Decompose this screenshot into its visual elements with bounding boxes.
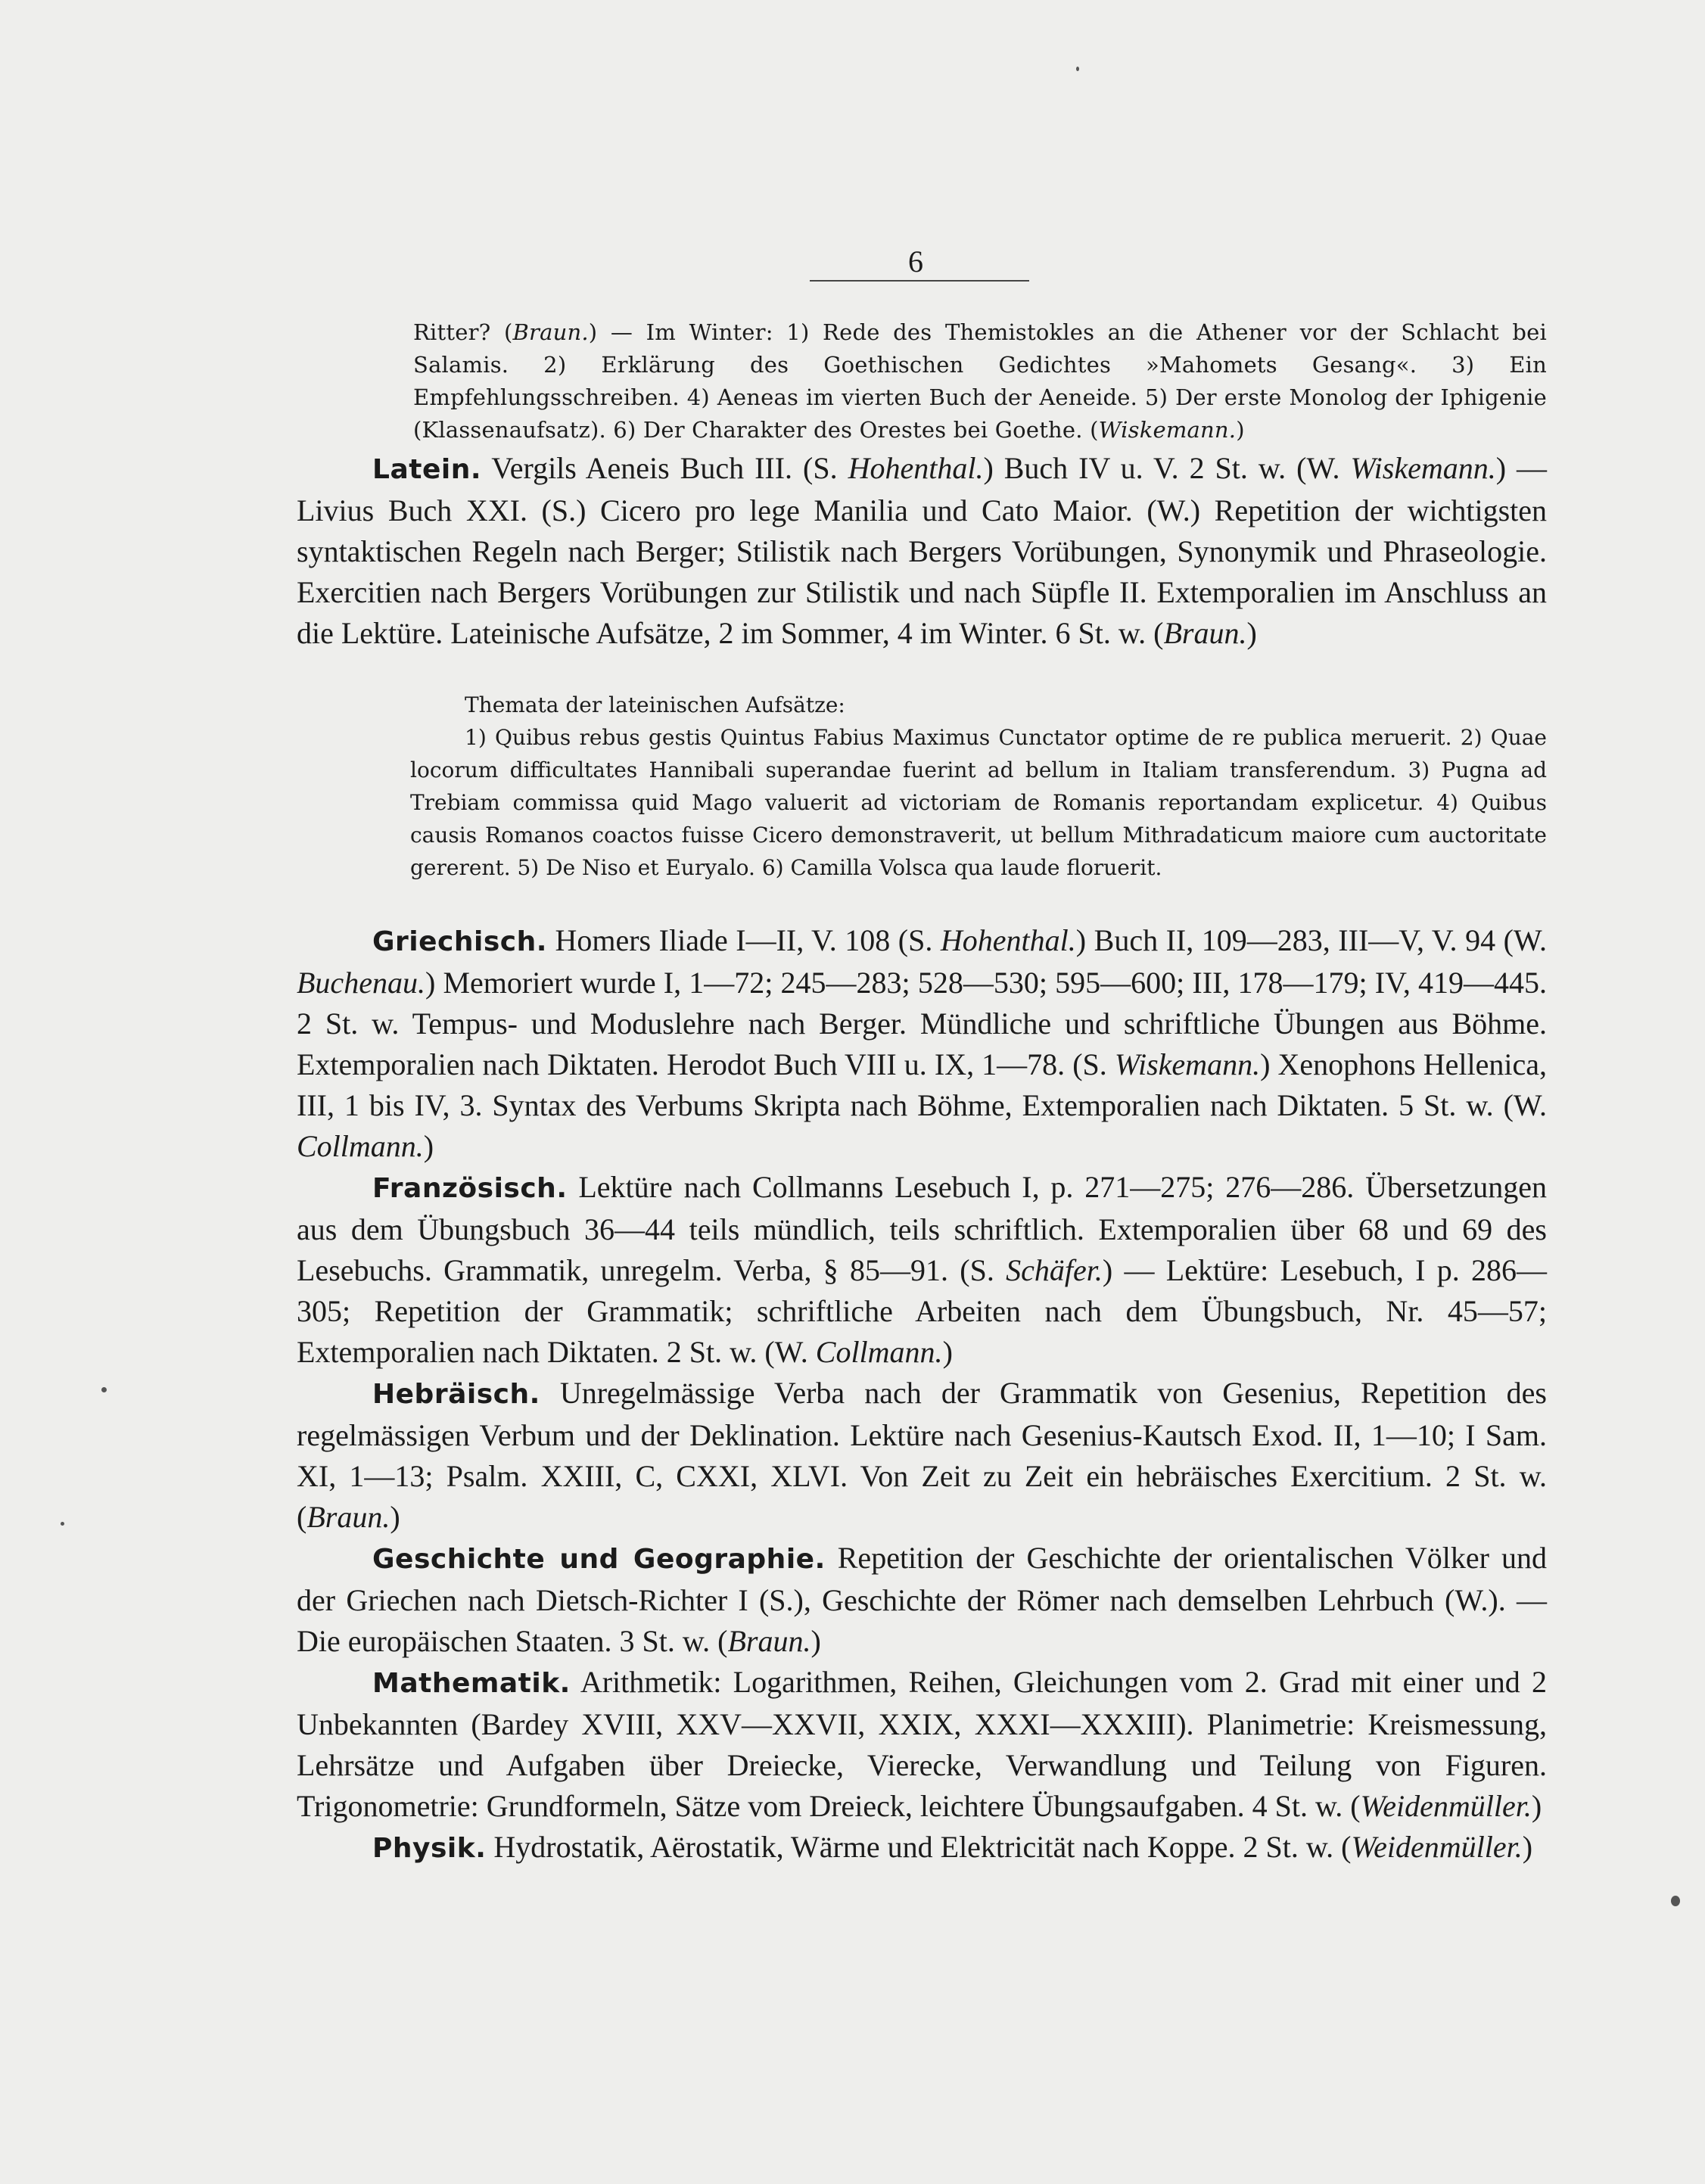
teacher-name: Braun. xyxy=(727,1624,811,1658)
text-run: ) xyxy=(942,1335,953,1369)
text-run: ) Buch IV u. V. 2 St. w. (W. xyxy=(983,451,1351,485)
text-run: ) xyxy=(1522,1830,1533,1864)
section-heading-physik: Physik. xyxy=(372,1833,487,1864)
teacher-name: Wiskemann. xyxy=(1114,1047,1261,1081)
latein-paragraph xyxy=(297,448,1547,654)
section-heading-mathematik: Mathematik. xyxy=(372,1668,571,1699)
teacher-name: Schäfer. xyxy=(1006,1253,1103,1287)
teacher-name: Wiskemann. xyxy=(1350,451,1496,485)
intro-post: ) xyxy=(1236,417,1245,443)
teacher-name: Weidenmüller. xyxy=(1360,1789,1532,1823)
text-run: Unregelmässige Verba nach der Grammatik von Gesenius, Repetition des regelmässigen Verbum und der Deklination. Lektüre nach Gesenius-Kautsch Exod. II, 1—10; I Sam. XI, 1—13; Psalm. XXIII, C, CXXI, XLVI. Von Zeit zu Zeit ein hebräisches Exercitium. 2 St. w. ( xyxy=(297,1376,1547,1534)
teacher-name: Hohenthal. xyxy=(940,923,1076,957)
themata-list: 1) Quibus rebus gestis Quintus Fabius Maximus Cunctator optime de re publica meruerit. 2) Quae locorum difficultates Hannibali superandae fuerint ad bellum in Italiam transferendum. 3) Pugna ad Trebiam commissa quid Mago valuerit ad victoriam de Romanis reportandam explicetur. 4) Quibus causis Romanos coactos fuisse Cicero demonstraverit, ut bellum Mithradaticum maiore cum auctoritate gererent. 5) De Niso et Euryalo. 6) Camilla Volsca qua laude floruerit. xyxy=(410,725,1547,880)
geschichte-paragraph xyxy=(297,1538,1547,1662)
teacher-name: Wiskemann. xyxy=(1098,417,1237,443)
section-heading-franzoesisch: Französisch. xyxy=(372,1173,568,1204)
text-run: ) xyxy=(810,1624,821,1658)
section-heading-latein: Latein. xyxy=(372,454,482,485)
physik-paragraph xyxy=(297,1827,1547,1869)
text-run: Repetition der Geschichte der orientalischen Völker und der Griechen nach Dietsch-Richter I (S.), Geschichte der Römer nach demselben Lehrbuch (W.). — Die europäischen Staaten. 3 St. w. ( xyxy=(297,1541,1547,1658)
text-run: Vergils Aeneis Buch III. (S. xyxy=(481,451,848,485)
scan-speck xyxy=(1671,1896,1680,1906)
scan-speck xyxy=(1076,67,1079,71)
text-run: Hydrostatik, Aërostatik, Wärme und Elektricität nach Koppe. 2 St. w. ( xyxy=(486,1830,1352,1864)
text-run: ) — Lektüre: Lesebuch, I p. 286—305; Repetition der Grammatik; schriftliche Arbeiten nach dem Übungsbuch, Nr. 45—57; Extemporalien nach Diktaten. 2 St. w. (W. xyxy=(297,1253,1547,1369)
teacher-name: Collmann. xyxy=(815,1335,943,1369)
teacher-name: Braun. xyxy=(306,1500,390,1534)
text-run: ) Buch II, 109—283, III—V, V. 94 (W. xyxy=(1075,923,1547,957)
mathematik-paragraph xyxy=(297,1662,1547,1827)
scan-speck xyxy=(101,1387,107,1392)
themata-block xyxy=(410,689,1547,884)
griechisch-paragraph xyxy=(297,920,1547,1167)
text-run: ) xyxy=(423,1129,434,1163)
themata-title: Themata der lateinischen Aufsätze: xyxy=(465,692,845,717)
courses-section xyxy=(297,920,1547,1869)
page-number: 6 xyxy=(908,244,923,278)
teacher-name: Braun. xyxy=(1163,616,1247,650)
latein-section xyxy=(297,448,1547,654)
teacher-name: Buchenau. xyxy=(297,966,425,1000)
text-run: ) xyxy=(1531,1789,1542,1823)
section-heading-hebraeisch: Hebräisch. xyxy=(372,1379,540,1410)
teacher-name: Weidenmüller. xyxy=(1351,1830,1523,1864)
page-number-rule xyxy=(810,280,1029,282)
text-run: Lektüre nach Collmanns Lesebuch I, p. 271—275; 276—286. Übersetzungen aus dem Übungsbuch 36—44 teils mündlich, teils schriftlich. Extemporalien über 68 und 69 des Lesebuchs. Grammatik, unregelm. Verba, § 85—91. (S. xyxy=(297,1170,1547,1287)
text-run: ) — Livius Buch XXI. (S.) Cicero pro lege Manilia und Cato Maior. (W.) Repetition der wichtigsten syntaktischen Regeln nach Berger; Stilistik nach Bergers Vorübungen, Synonymik und Phraseologie. Exercitien nach Bergers Vorübungen zur Stilistik und nach Süpfle II. Extemporalien im Anschluss an die Lektüre. Lateinische Aufsätze, 2 im Sommer, 4 im Winter. 6 St. w. ( xyxy=(297,451,1548,650)
hebraeisch-paragraph xyxy=(297,1373,1547,1538)
text-run: Homers Iliade I—II, V. 108 (S. xyxy=(546,923,941,957)
text-run: ) xyxy=(390,1500,400,1534)
scan-speck xyxy=(61,1522,64,1526)
section-heading-griechisch: Griechisch. xyxy=(372,926,547,957)
teacher-name: Hohenthal. xyxy=(848,451,984,485)
text-run: Arithmetik: Logarithmen, Reihen, Gleichungen vom 2. Grad mit einer und 2 Unbekannten (Bardey XVIII, XXV—XXVII, XXIX, XXXI—XXXIII). Planimetrie: Kreismessung, Lehrsätze und Aufgaben über Dreiecke, Vierecke, Verwandlung und Teilung von Figuren. Trigonometrie: Grundformeln, Sätze vom Dreieck, leichtere Übungsaufgaben. 4 St. w. ( xyxy=(297,1665,1547,1823)
intro-pre: Ritter? ( xyxy=(413,319,513,345)
franzoesisch-paragraph xyxy=(297,1167,1547,1373)
intro-paragraph xyxy=(413,316,1547,446)
intro-text: ) — Im Winter: 1) Rede des Themistokles an die Athener vor der Schlacht bei Salamis. 2) Erklärung des Goethischen Gedichtes »Mahomets Gesang«. 3) Ein Empfehlungsschreiben. 4) Aeneas im vierten Buch der Aeneide. 5) Der erste Monolog der Iphigenie (Klassenaufsatz). 6) Der Charakter des Orestes bei Goethe. ( xyxy=(413,319,1547,443)
text-run: ) Xenophons Hellenica, III, 1 bis IV, 3. Syntax des Verbums Skripta nach Böhme, Extemporalien nach Diktaten. 5 St. w. (W. xyxy=(297,1047,1547,1122)
text-run: ) xyxy=(1246,616,1257,650)
text-run: ) Memoriert wurde I, 1—72; 245—283; 528—530; 595—600; III, 178—179; IV, 419—445. 2 St. w. Tempus- und Moduslehre nach Berger. Mündliche und schriftliche Übungen aus Böhme. Extemporalien nach Diktaten. Herodot Buch VIII u. IX, 1—78. (S. xyxy=(297,966,1547,1081)
section-heading-geschichte: Geschichte und Geographie. xyxy=(372,1544,826,1575)
teacher-name: Collmann. xyxy=(297,1129,424,1163)
teacher-name: Braun. xyxy=(512,319,589,345)
